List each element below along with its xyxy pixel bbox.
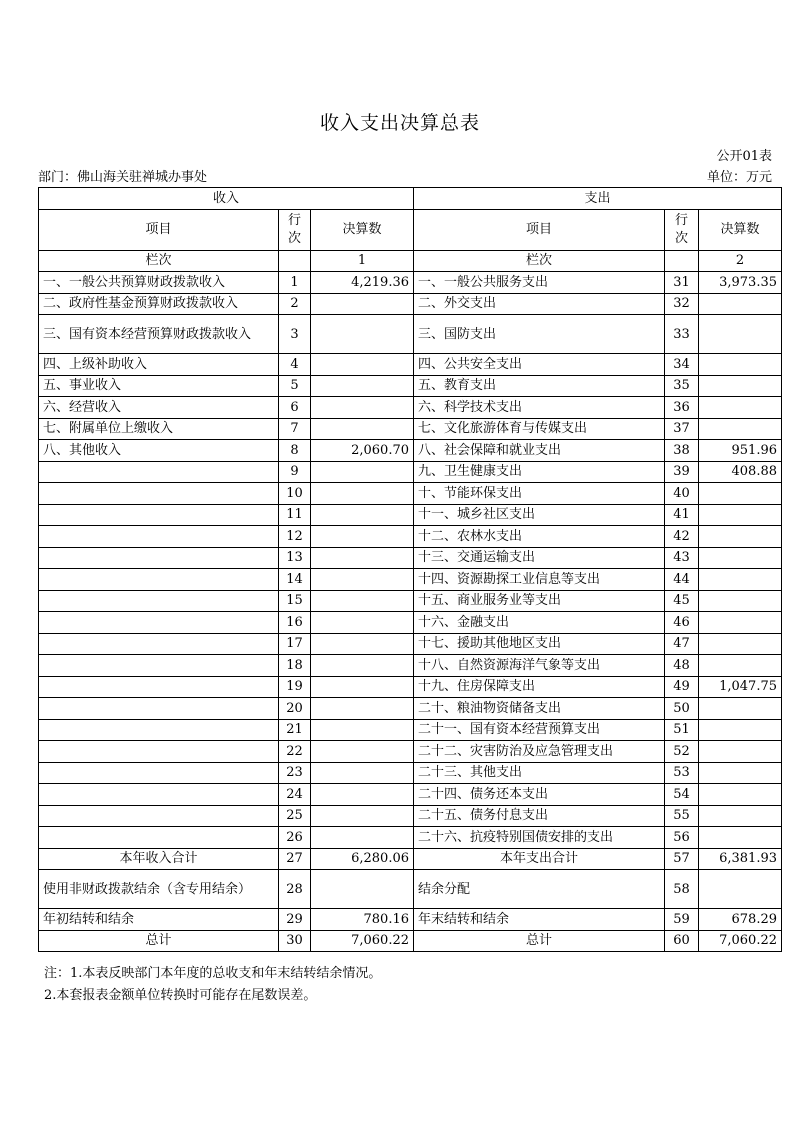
expense-item-cell: 十九、住房保障支出 (414, 676, 665, 698)
income-amount-cell (311, 547, 414, 569)
income-row-no-cell: 13 (279, 547, 311, 569)
income-amount-cell: 6,280.06 (311, 848, 414, 870)
expense-amount-header: 决算数 (699, 209, 782, 250)
expense-row-no-cell: 41 (665, 504, 699, 526)
expense-item-cell: 一、一般公共服务支出 (414, 272, 665, 294)
income-row-no-header: 行次 (279, 209, 311, 250)
income-row-no-cell: 5 (279, 375, 311, 397)
income-item-cell (39, 784, 279, 806)
income-item-cell (39, 461, 279, 483)
expense-amount-cell (699, 590, 782, 612)
income-item-cell: 一、一般公共预算财政拨款收入 (39, 272, 279, 294)
income-item-cell (39, 719, 279, 741)
income-row-no-cell: 14 (279, 569, 311, 591)
expense-row-no-cell: 45 (665, 590, 699, 612)
expense-item-cell: 总计 (414, 930, 665, 952)
expense-item-cell: 二十二、灾害防治及应急管理支出 (414, 741, 665, 763)
income-row-no-cell: 19 (279, 676, 311, 698)
income-amount-cell (311, 762, 414, 784)
table-row (39, 655, 782, 677)
income-row-no-cell: 9 (279, 461, 311, 483)
income-amount-cell (311, 784, 414, 806)
income-item-header: 项目 (39, 209, 279, 250)
expense-item-cell: 七、文化旅游体育与传媒支出 (414, 418, 665, 440)
income-item-cell (39, 483, 279, 505)
expense-row-no-cell: 51 (665, 719, 699, 741)
income-section-header: 收入 (39, 188, 414, 210)
footnote-1: 注：1.本表反映部门本年度的总收支和年末结转结余情况。 (44, 966, 382, 981)
income-amount-cell (311, 612, 414, 634)
footnote-2: 2.本套报表金额单位转换时可能存在尾数误差。 (44, 988, 317, 1003)
expense-column-label: 栏次 (414, 250, 665, 272)
expense-row-no-cell: 53 (665, 762, 699, 784)
table-row (39, 354, 782, 376)
form-code: 公开01表 (716, 149, 772, 164)
income-amount-cell (311, 315, 414, 354)
income-row-no-cell: 1 (279, 272, 311, 294)
income-row-no-cell: 22 (279, 741, 311, 763)
expense-item-cell: 十二、农林水支出 (414, 526, 665, 548)
expense-row-no-cell: 37 (665, 418, 699, 440)
income-row-no-cell: 25 (279, 805, 311, 827)
section-header-row (39, 188, 782, 210)
income-amount-cell (311, 418, 414, 440)
expense-amount-cell (699, 870, 782, 909)
expense-item-cell: 四、公共安全支出 (414, 354, 665, 376)
expense-amount-cell (699, 569, 782, 591)
table-row (39, 526, 782, 548)
income-amount-cell (311, 375, 414, 397)
table-row (39, 719, 782, 741)
expense-amount-cell: 951.96 (699, 440, 782, 462)
table-row (39, 741, 782, 763)
expense-amount-cell (699, 397, 782, 419)
expense-amount-cell (699, 483, 782, 505)
expense-section-header: 支出 (414, 188, 782, 210)
income-amount-cell: 780.16 (311, 909, 414, 931)
table-row (39, 827, 782, 849)
expense-row-no-cell: 55 (665, 805, 699, 827)
income-row-no-cell: 28 (279, 870, 311, 909)
table-row (39, 612, 782, 634)
expense-amount-cell (699, 762, 782, 784)
table-row (39, 676, 782, 698)
expense-row-no-cell: 52 (665, 741, 699, 763)
income-row-no-cell: 17 (279, 633, 311, 655)
income-item-cell: 七、附属单位上缴收入 (39, 418, 279, 440)
expense-amount-cell (699, 375, 782, 397)
footnotes (44, 963, 381, 1007)
table-row (39, 569, 782, 591)
expense-amount-cell: 3,973.35 (699, 272, 782, 294)
expense-item-cell: 二十五、债务付息支出 (414, 805, 665, 827)
table-row (39, 784, 782, 806)
income-amount-cell: 4,219.36 (311, 272, 414, 294)
expense-amount-cell (699, 655, 782, 677)
income-amount-cell (311, 293, 414, 315)
income-item-cell: 八、其他收入 (39, 440, 279, 462)
income-item-cell (39, 698, 279, 720)
expense-row-no-cell: 40 (665, 483, 699, 505)
expense-row-no-cell: 48 (665, 655, 699, 677)
expense-item-cell: 十三、交通运输支出 (414, 547, 665, 569)
income-row-no-cell: 29 (279, 909, 311, 931)
income-row-no-cell: 23 (279, 762, 311, 784)
table-row (39, 909, 782, 931)
expense-row-no-cell: 31 (665, 272, 699, 294)
income-row-no-cell: 8 (279, 440, 311, 462)
expense-amount-cell (699, 547, 782, 569)
table-row (39, 315, 782, 354)
expense-column-blank (665, 250, 699, 272)
income-item-cell: 四、上级补助收入 (39, 354, 279, 376)
income-item-cell: 使用非财政拨款结余（含专用结余） (39, 870, 279, 909)
income-item-cell (39, 827, 279, 849)
income-item-cell (39, 526, 279, 548)
expense-row-no-cell: 32 (665, 293, 699, 315)
income-item-cell: 三、国有资本经营预算财政拨款收入 (39, 315, 279, 354)
income-amount-header: 决算数 (311, 209, 414, 250)
income-amount-cell (311, 354, 414, 376)
income-item-cell (39, 655, 279, 677)
income-amount-cell (311, 655, 414, 677)
table-row (39, 504, 782, 526)
income-row-no-cell: 18 (279, 655, 311, 677)
expense-row-no-cell: 44 (665, 569, 699, 591)
expense-amount-cell (699, 698, 782, 720)
table-row (39, 461, 782, 483)
table-row (39, 870, 782, 909)
expense-item-cell: 十四、资源勘探工业信息等支出 (414, 569, 665, 591)
expense-item-cell: 二十四、债务还本支出 (414, 784, 665, 806)
summary-table (38, 187, 782, 952)
income-column-label: 栏次 (39, 250, 279, 272)
income-amount-cell (311, 741, 414, 763)
expense-row-no-cell: 50 (665, 698, 699, 720)
income-item-cell (39, 805, 279, 827)
income-row-no-cell: 11 (279, 504, 311, 526)
income-row-no-cell: 26 (279, 827, 311, 849)
expense-amount-cell: 1,047.75 (699, 676, 782, 698)
column-index-row (39, 250, 782, 272)
income-row-no-cell: 3 (279, 315, 311, 354)
expense-item-cell: 九、卫生健康支出 (414, 461, 665, 483)
expense-item-cell: 十八、自然资源海洋气象等支出 (414, 655, 665, 677)
income-amount-cell (311, 483, 414, 505)
income-row-no-cell: 21 (279, 719, 311, 741)
table-row (39, 293, 782, 315)
income-amount-cell (311, 504, 414, 526)
table-row (39, 930, 782, 952)
expense-column-index: 2 (699, 250, 782, 272)
income-amount-cell: 7,060.22 (311, 930, 414, 952)
table-row (39, 590, 782, 612)
income-amount-cell (311, 590, 414, 612)
expense-item-cell: 结余分配 (414, 870, 665, 909)
income-amount-cell (311, 805, 414, 827)
table-row (39, 547, 782, 569)
expense-amount-cell: 6,381.93 (699, 848, 782, 870)
expense-row-no-cell: 33 (665, 315, 699, 354)
expense-amount-cell (699, 719, 782, 741)
income-item-cell (39, 569, 279, 591)
income-amount-cell (311, 870, 414, 909)
expense-row-no-cell: 56 (665, 827, 699, 849)
income-item-cell (39, 633, 279, 655)
income-row-no-cell: 15 (279, 590, 311, 612)
income-amount-cell (311, 698, 414, 720)
expense-amount-cell (699, 418, 782, 440)
expense-item-cell: 二十三、其他支出 (414, 762, 665, 784)
income-amount-cell (311, 827, 414, 849)
income-amount-cell (311, 633, 414, 655)
expense-item-cell: 十、节能环保支出 (414, 483, 665, 505)
expense-row-no-cell: 34 (665, 354, 699, 376)
unit-label: 单位：万元 (706, 170, 772, 185)
income-item-cell (39, 762, 279, 784)
table-row (39, 418, 782, 440)
income-row-no-cell: 27 (279, 848, 311, 870)
expense-item-cell: 十五、商业服务业等支出 (414, 590, 665, 612)
income-row-no-cell: 7 (279, 418, 311, 440)
table-row (39, 698, 782, 720)
expense-row-no-cell: 39 (665, 461, 699, 483)
expense-amount-cell (699, 784, 782, 806)
expense-row-no-cell: 60 (665, 930, 699, 952)
column-header-row (39, 209, 782, 250)
expense-item-cell: 二十六、抗疫特别国债安排的支出 (414, 827, 665, 849)
income-row-no-cell: 6 (279, 397, 311, 419)
expense-row-no-cell: 42 (665, 526, 699, 548)
expense-row-no-cell: 54 (665, 784, 699, 806)
expense-amount-cell (699, 827, 782, 849)
income-row-no-cell: 10 (279, 483, 311, 505)
table-row (39, 375, 782, 397)
income-column-blank (279, 250, 311, 272)
income-column-index: 1 (311, 250, 414, 272)
table-row (39, 848, 782, 870)
income-item-cell (39, 676, 279, 698)
expense-item-cell: 十六、金融支出 (414, 612, 665, 634)
table-row (39, 633, 782, 655)
expense-amount-cell: 678.29 (699, 909, 782, 931)
income-amount-cell (311, 676, 414, 698)
expense-amount-cell (699, 504, 782, 526)
income-amount-cell (311, 569, 414, 591)
expense-row-no-cell: 46 (665, 612, 699, 634)
expense-amount-cell (699, 315, 782, 354)
income-item-cell (39, 504, 279, 526)
income-item-cell (39, 612, 279, 634)
expense-item-cell: 二十、粮油物资储备支出 (414, 698, 665, 720)
page-title: 收入支出决算总表 (319, 112, 480, 134)
expense-item-cell: 六、科学技术支出 (414, 397, 665, 419)
income-row-no-cell: 2 (279, 293, 311, 315)
expense-item-cell: 本年支出合计 (414, 848, 665, 870)
expense-item-cell: 二、外交支出 (414, 293, 665, 315)
expense-row-no-cell: 59 (665, 909, 699, 931)
income-item-cell (39, 547, 279, 569)
income-item-cell: 年初结转和结余 (39, 909, 279, 931)
expense-item-header: 项目 (414, 209, 665, 250)
expense-row-no-cell: 49 (665, 676, 699, 698)
income-amount-cell (311, 719, 414, 741)
income-amount-cell (311, 397, 414, 419)
expense-row-no-cell: 38 (665, 440, 699, 462)
expense-row-no-cell: 36 (665, 397, 699, 419)
income-amount-cell (311, 526, 414, 548)
income-item-cell: 总计 (39, 930, 279, 952)
expense-item-cell: 十七、援助其他地区支出 (414, 633, 665, 655)
income-amount-cell: 2,060.70 (311, 440, 414, 462)
income-row-no-cell: 20 (279, 698, 311, 720)
department-label: 部门：佛山海关驻禅城办事处 (38, 170, 208, 185)
expense-amount-cell: 7,060.22 (699, 930, 782, 952)
income-item-cell: 本年收入合计 (39, 848, 279, 870)
expense-amount-cell (699, 633, 782, 655)
income-item-cell (39, 590, 279, 612)
expense-amount-cell (699, 354, 782, 376)
income-item-cell: 六、经营收入 (39, 397, 279, 419)
expense-row-no-header: 行次 (665, 209, 699, 250)
expense-item-cell: 五、教育支出 (414, 375, 665, 397)
expense-amount-cell (699, 293, 782, 315)
income-row-no-cell: 16 (279, 612, 311, 634)
expense-row-no-cell: 57 (665, 848, 699, 870)
income-amount-cell (311, 461, 414, 483)
expense-row-no-cell: 43 (665, 547, 699, 569)
income-row-no-cell: 12 (279, 526, 311, 548)
expense-amount-cell: 408.88 (699, 461, 782, 483)
expense-amount-cell (699, 805, 782, 827)
income-row-no-cell: 4 (279, 354, 311, 376)
income-item-cell (39, 741, 279, 763)
expense-item-cell: 八、社会保障和就业支出 (414, 440, 665, 462)
table-row (39, 272, 782, 294)
table-row (39, 440, 782, 462)
expense-amount-cell (699, 741, 782, 763)
expense-amount-cell (699, 612, 782, 634)
expense-row-no-cell: 47 (665, 633, 699, 655)
expense-item-cell: 年末结转和结余 (414, 909, 665, 931)
income-row-no-cell: 30 (279, 930, 311, 952)
expense-item-cell: 二十一、国有资本经营预算支出 (414, 719, 665, 741)
expense-amount-cell (699, 526, 782, 548)
table-row (39, 397, 782, 419)
income-row-no-cell: 24 (279, 784, 311, 806)
table-row (39, 805, 782, 827)
income-item-cell: 五、事业收入 (39, 375, 279, 397)
income-item-cell: 二、政府性基金预算财政拨款收入 (39, 293, 279, 315)
expense-row-no-cell: 58 (665, 870, 699, 909)
expense-row-no-cell: 35 (665, 375, 699, 397)
table-row (39, 762, 782, 784)
expense-item-cell: 三、国防支出 (414, 315, 665, 354)
expense-item-cell: 十一、城乡社区支出 (414, 504, 665, 526)
table-row (39, 483, 782, 505)
